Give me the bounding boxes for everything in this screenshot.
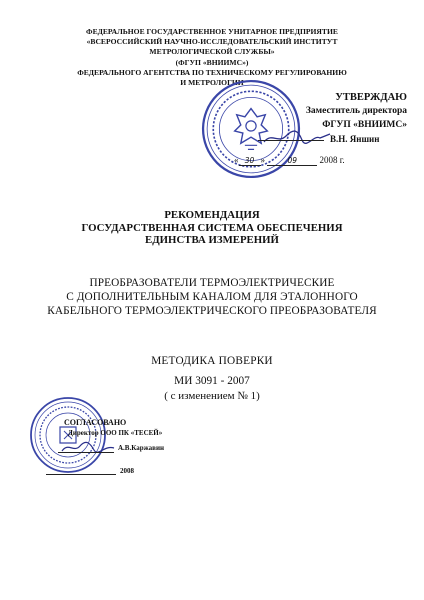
agreement-signature-line xyxy=(58,452,114,453)
date-quote-close: » xyxy=(260,155,265,165)
org-line: «ВСЕРОССИЙСКИЙ НАУЧНО-ИССЛЕДОВАТЕЛЬСКИЙ ИНСТИТУТ xyxy=(86,37,338,47)
agreement-date-year: 2008 xyxy=(120,467,134,475)
recommendation-line: РЕКОМЕНДАЦИЯ xyxy=(164,209,260,221)
title-line: КАБЕЛЬНОГО ТЕРМОЭЛЕКТРИЧЕСКОГО ПРЕОБРАЗОВАТЕЛЯ xyxy=(47,305,377,318)
recommendation-line: ГОСУДАРСТВЕННАЯ СИСТЕМА ОБЕСПЕЧЕНИЯ xyxy=(81,221,343,234)
recommendation-line: ЕДИНСТВА ИЗМЕРЕНИЙ xyxy=(145,234,279,246)
approval-date xyxy=(234,155,345,166)
date-day: 30 xyxy=(239,156,261,166)
org-line: МЕТРОЛОГИЧЕСКОЙ СЛУЖБЫ» xyxy=(149,47,275,57)
date-month: 09 xyxy=(267,156,317,166)
title-line: ПРЕОБРАЗОВАТЕЛИ ТЕРМОЭЛЕКТРИЧЕСКИЕ xyxy=(89,277,335,289)
method-amendment: ( с изменением № 1) xyxy=(164,390,260,402)
date-quote-open: « xyxy=(234,155,239,165)
approval-signature-line xyxy=(258,140,324,141)
org-line: (ФГУП «ВНИИМС») xyxy=(175,57,249,67)
org-line: И МЕТРОЛОГИИ xyxy=(180,78,244,88)
date-year: 2008 г. xyxy=(319,155,345,165)
approval-title: УТВЕРЖДАЮ xyxy=(335,92,407,103)
approval-signer-name: В.Н. Яншин xyxy=(330,134,380,144)
approval-organization: ФГУП «ВНИИМС» xyxy=(322,120,407,130)
agreement-date-line xyxy=(46,474,116,475)
approval-position: Заместитель директора xyxy=(305,106,407,116)
org-line: ФЕДЕРАЛЬНОГО АГЕНТСТВА ПО ТЕХНИЧЕСКОМУ РЕГУЛИРОВАНИЮ xyxy=(77,67,347,77)
method-name: МЕТОДИКА ПОВЕРКИ xyxy=(151,355,273,367)
agreement-signer-name: А.В.Каржавин xyxy=(118,444,165,452)
recommendation-heading xyxy=(40,209,384,247)
approval-signature xyxy=(262,128,332,146)
org-line: ФЕДЕРАЛЬНОЕ ГОСУДАРСТВЕННОЕ УНИТАРНОЕ ПРЕДПРИЯТИЕ xyxy=(86,27,338,36)
document-title xyxy=(30,276,394,319)
method-code: МИ 3091 - 2007 xyxy=(174,375,250,387)
agreement-title: СОГЛАСОВАНО xyxy=(64,418,127,427)
agreement-position: Директор ООО ПК «ТЕСЕЙ» xyxy=(68,429,163,437)
title-line: С ДОПОЛНИТЕЛЬНЫМ КАНАЛОМ ДЛЯ ЭТАЛОННОГО xyxy=(66,291,358,304)
